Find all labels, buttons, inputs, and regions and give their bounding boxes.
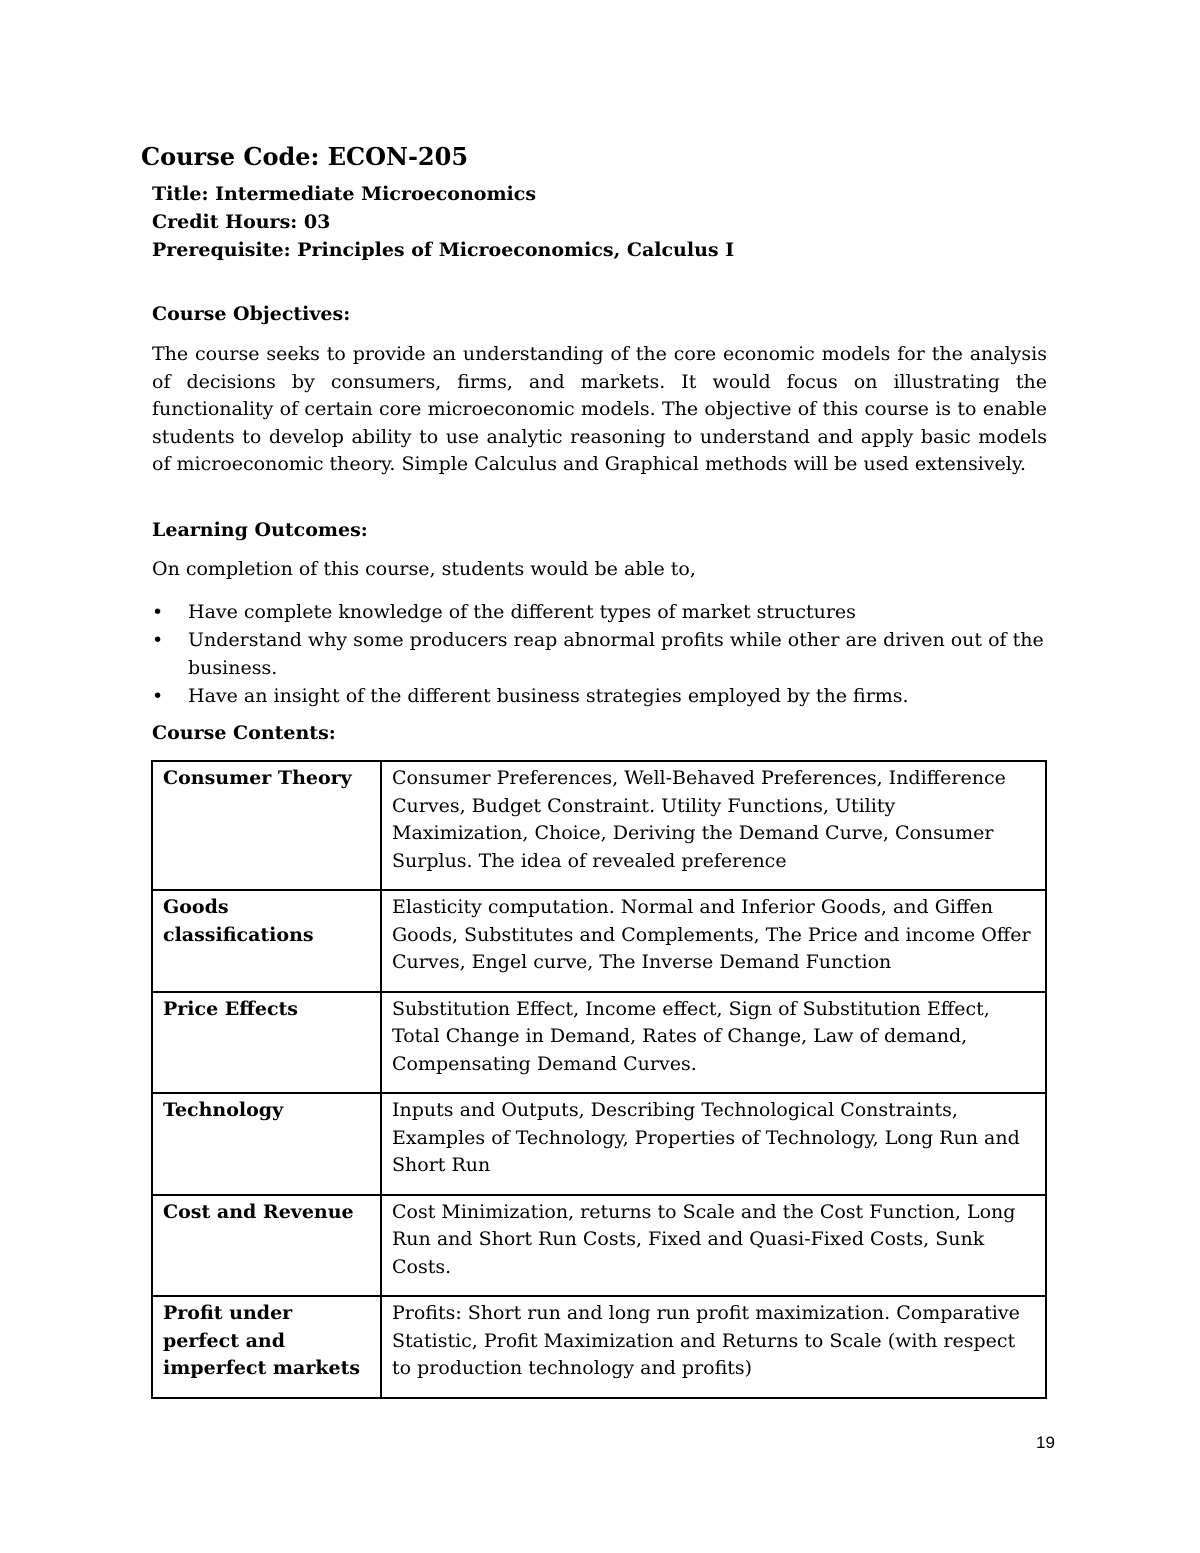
table-row	[152, 761, 1046, 890]
table-row	[152, 1093, 1046, 1195]
topic-cell: Goods classifications	[152, 890, 381, 992]
course-title: Title: Intermediate Microeconomics	[152, 183, 537, 205]
details-cell: Consumer Preferences, Well-Behaved Preferences, Indifference Curves, Budget Constraint. Utility Functions, Utility Maximization, Choice, Deriving the Demand Curve, Consumer Surplus. The idea of revealed preference	[381, 761, 1046, 890]
table-row	[152, 1195, 1046, 1297]
topic-cell: Price Effects	[152, 992, 381, 1094]
outcome-text: Understand why some producers reap abnormal profits while other are driven out of the business.	[188, 629, 1044, 679]
table-row	[152, 992, 1046, 1094]
outcome-text: Have an insight of the different business strategies employed by the firms.	[188, 685, 909, 707]
list-item	[152, 682, 1052, 710]
table-row	[152, 890, 1046, 992]
outcomes-list	[152, 598, 1052, 710]
course-contents-heading: Course Contents:	[152, 722, 336, 744]
details-cell: Substitution Effect, Income effect, Sign of Substitution Effect, Total Change in Demand, Rates of Change, Law of demand, Compensating Demand Curves.	[381, 992, 1046, 1094]
topic-cell: Profit under perfect and imperfect markets	[152, 1296, 381, 1398]
bullet-icon: •	[152, 629, 164, 651]
credit-hours: Credit Hours: 03	[152, 211, 331, 233]
objectives-heading: Course Objectives:	[152, 303, 351, 325]
page-number: 19	[1036, 1433, 1055, 1452]
bullet-icon: •	[152, 685, 164, 707]
table-row	[152, 1296, 1046, 1398]
course-meta	[152, 180, 734, 264]
topic-cell: Cost and Revenue	[152, 1195, 381, 1297]
list-item	[152, 598, 1052, 626]
details-cell: Inputs and Outputs, Describing Technological Constraints, Examples of Technology, Properties of Technology, Long Run and Short Run	[381, 1093, 1046, 1195]
outcome-text: Have complete knowledge of the different types of market structures	[188, 601, 856, 623]
details-cell: Elasticity computation. Normal and Inferior Goods, and Giffen Goods, Substitutes and Complements, The Price and income Offer Curves, Engel curve, The Inverse Demand Function	[381, 890, 1046, 992]
details-cell: Profits: Short run and long run profit maximization. Comparative Statistic, Profit Maximization and Returns to Scale (with respect to production technology and profits)	[381, 1296, 1046, 1398]
details-cell: Cost Minimization, returns to Scale and the Cost Function, Long Run and Short Run Costs, Fixed and Quasi-Fixed Costs, Sunk Costs.	[381, 1195, 1046, 1297]
prerequisite: Prerequisite: Principles of Microeconomics, Calculus I	[152, 239, 735, 261]
topic-cell: Technology	[152, 1093, 381, 1195]
objectives-paragraph: The course seeks to provide an understanding of the core economic models for the analysis of decisions by consumers, firms, and markets. It would focus on illustrating the functionality of certain core microeconomic models. The objective of this course is to enable students to develop ability to use analytic reasoning to understand and apply basic models of microeconomic theory. Simple Calculus and Graphical methods will be used extensively.	[152, 343, 1047, 476]
learning-outcomes-heading: Learning Outcomes:	[152, 519, 368, 541]
bullet-icon: •	[152, 601, 164, 623]
course-code-heading: Course Code: ECON-205	[141, 142, 469, 171]
topic-cell: Consumer Theory	[152, 761, 381, 890]
outcomes-intro: On completion of this course, students would be able to,	[152, 558, 696, 580]
course-contents-table	[151, 760, 1047, 1399]
list-item	[152, 626, 1052, 682]
